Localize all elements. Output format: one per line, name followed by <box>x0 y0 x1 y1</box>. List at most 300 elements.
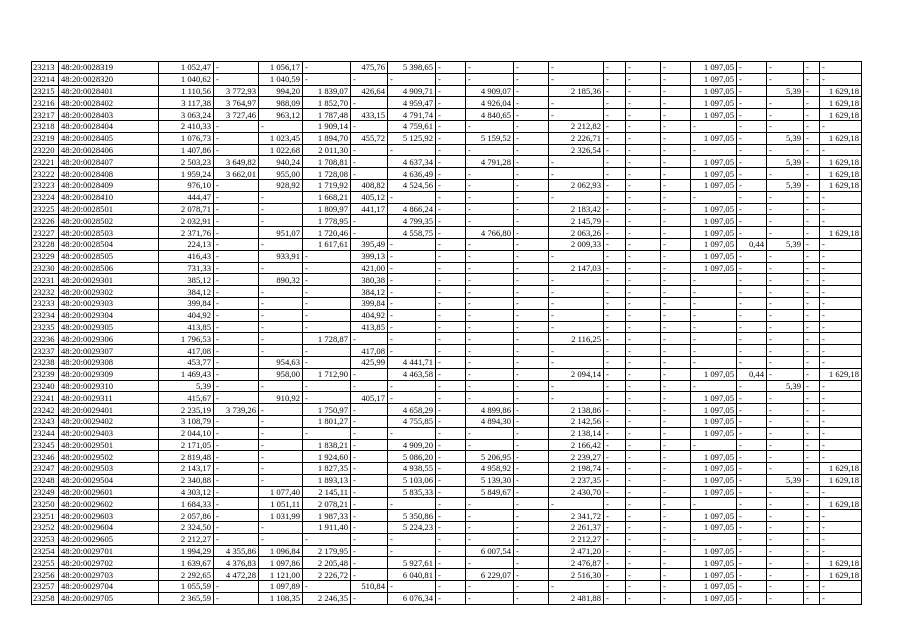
row-number-cell: 23229 <box>32 250 59 262</box>
value-cell: - <box>214 262 259 274</box>
value-cell: - <box>436 309 466 321</box>
value-cell: 426,64 <box>351 85 388 97</box>
cadastral-number-cell: 48:20:0029701 <box>59 545 159 557</box>
value-cell: 2 138,14 <box>549 427 604 439</box>
value-cell: - <box>259 522 303 534</box>
value-cell: 4 355,86 <box>214 545 259 557</box>
cadastral-number-cell: 48:20:0028405 <box>59 132 159 144</box>
value-cell: 3 117,38 <box>159 97 214 109</box>
value-cell: - <box>436 297 466 309</box>
table-row <box>32 262 862 274</box>
value-cell: - <box>214 132 259 144</box>
value-cell: 1 097,05 <box>691 238 737 250</box>
value-cell: - <box>351 144 388 156</box>
value-cell: 4 636,49 <box>388 168 436 180</box>
value-cell: - <box>604 191 626 203</box>
table-row <box>32 109 862 121</box>
value-cell: - <box>767 427 804 439</box>
value-cell: - <box>661 510 691 522</box>
value-cell: 2 246,35 <box>303 592 351 604</box>
value-cell: - <box>737 144 767 156</box>
value-cell: - <box>514 356 549 368</box>
value-cell: - <box>626 592 661 604</box>
value-cell: - <box>737 73 767 85</box>
value-cell: - <box>661 569 691 581</box>
value-cell: - <box>737 345 767 357</box>
value-cell: 1 097,05 <box>691 581 737 593</box>
value-cell: - <box>737 262 767 274</box>
value-cell: 1 911,40 <box>303 522 351 534</box>
value-cell: 2 237,35 <box>549 474 604 486</box>
value-cell: 1 097,05 <box>691 392 737 404</box>
value-cell: - <box>626 238 661 250</box>
value-cell: 5 206,95 <box>466 451 514 463</box>
value-cell: - <box>804 498 820 510</box>
table-row <box>32 85 862 97</box>
value-cell: - <box>626 168 661 180</box>
table-row <box>32 510 862 522</box>
cadastral-number-cell: 48:20:0029603 <box>59 510 159 522</box>
value-cell: - <box>259 262 303 274</box>
value-cell: 408,82 <box>351 179 388 191</box>
value-cell: 405,12 <box>351 191 388 203</box>
value-cell: - <box>820 592 862 604</box>
value-cell: - <box>466 215 514 227</box>
value-cell: 405,17 <box>351 392 388 404</box>
value-cell: 417,08 <box>351 345 388 357</box>
value-cell: - <box>436 85 466 97</box>
value-cell: - <box>661 62 691 74</box>
row-number-cell: 23233 <box>32 297 59 309</box>
value-cell: - <box>604 120 626 132</box>
value-cell: - <box>661 345 691 357</box>
value-cell: 1 097,89 <box>259 581 303 593</box>
value-cell: 5 849,67 <box>466 486 514 498</box>
value-cell: - <box>549 309 604 321</box>
value-cell: - <box>661 368 691 380</box>
value-cell: - <box>604 85 626 97</box>
table-row <box>32 73 862 85</box>
value-cell: 395,49 <box>351 238 388 250</box>
value-cell: 1 097,05 <box>691 97 737 109</box>
value-cell: - <box>388 250 436 262</box>
value-cell: - <box>604 179 626 191</box>
value-cell: 2 044,10 <box>159 427 214 439</box>
value-cell: - <box>737 415 767 427</box>
value-cell: - <box>804 392 820 404</box>
value-cell: - <box>661 120 691 132</box>
cadastral-number-cell: 48:20:0028320 <box>59 73 159 85</box>
value-cell: 1 051,11 <box>259 498 303 510</box>
value-cell: - <box>820 203 862 215</box>
value-cell: - <box>626 427 661 439</box>
value-cell: 433,15 <box>351 109 388 121</box>
value-cell: - <box>351 97 388 109</box>
value-cell: 1 629,18 <box>820 109 862 121</box>
value-cell: 4 755,85 <box>388 415 436 427</box>
value-cell: - <box>737 321 767 333</box>
value-cell: - <box>626 156 661 168</box>
value-cell: - <box>767 368 804 380</box>
value-cell: 1 839,07 <box>303 85 351 97</box>
value-cell: - <box>804 286 820 298</box>
value-cell: - <box>514 392 549 404</box>
value-cell: - <box>514 380 549 392</box>
value-cell: 6 007,54 <box>466 545 514 557</box>
table-row <box>32 356 862 368</box>
value-cell: 5 159,52 <box>466 132 514 144</box>
value-cell: - <box>549 168 604 180</box>
value-cell: - <box>436 380 466 392</box>
row-number-cell: 23222 <box>32 168 59 180</box>
value-cell: 1 894,70 <box>303 132 351 144</box>
value-cell: - <box>820 533 862 545</box>
value-cell: - <box>549 109 604 121</box>
value-cell: 2 143,17 <box>159 463 214 475</box>
value-cell: - <box>466 191 514 203</box>
value-cell: 4 472,28 <box>214 569 259 581</box>
value-cell: - <box>549 191 604 203</box>
value-cell: - <box>767 62 804 74</box>
value-cell: - <box>388 274 436 286</box>
value-cell: - <box>820 238 862 250</box>
value-cell: 3 063,24 <box>159 109 214 121</box>
value-cell: - <box>604 592 626 604</box>
value-cell: - <box>820 73 862 85</box>
value-cell: - <box>661 522 691 534</box>
table-row <box>32 297 862 309</box>
value-cell: - <box>604 451 626 463</box>
value-cell: - <box>737 392 767 404</box>
value-cell: 455,72 <box>351 132 388 144</box>
value-cell: 1 097,05 <box>691 451 737 463</box>
value-cell: - <box>661 545 691 557</box>
value-cell: - <box>626 356 661 368</box>
value-cell: 2 326,54 <box>549 144 604 156</box>
value-cell: - <box>737 109 767 121</box>
value-cell: - <box>259 380 303 392</box>
value-cell: - <box>804 451 820 463</box>
value-cell: - <box>767 533 804 545</box>
value-cell: - <box>661 380 691 392</box>
value-cell: - <box>626 510 661 522</box>
value-cell: - <box>604 404 626 416</box>
value-cell: - <box>604 415 626 427</box>
value-cell: 2 212,27 <box>159 533 214 545</box>
value-cell: - <box>436 179 466 191</box>
value-cell: - <box>804 109 820 121</box>
value-cell: - <box>351 569 388 581</box>
value-cell: - <box>661 356 691 368</box>
value-cell: 4 909,20 <box>388 439 436 451</box>
value-cell: 5 125,92 <box>388 132 436 144</box>
value-cell: - <box>549 286 604 298</box>
value-cell: - <box>604 333 626 345</box>
value-cell: 4 658,29 <box>388 404 436 416</box>
value-cell: 5,39 <box>767 238 804 250</box>
row-number-cell: 23258 <box>32 592 59 604</box>
cadastral-number-cell: 48:20:0029702 <box>59 557 159 569</box>
value-cell: - <box>351 439 388 451</box>
value-cell: - <box>767 569 804 581</box>
cadastral-number-cell: 48:20:0029402 <box>59 415 159 427</box>
table-row <box>32 238 862 250</box>
value-cell: 1 040,62 <box>159 73 214 85</box>
cadastral-number-cell: 48:20:0028505 <box>59 250 159 262</box>
value-cell: 2 239,27 <box>549 451 604 463</box>
cadastral-number-cell: 48:20:0029501 <box>59 439 159 451</box>
value-cell: - <box>351 333 388 345</box>
value-cell: - <box>767 227 804 239</box>
value-cell: - <box>691 356 737 368</box>
value-cell: - <box>691 533 737 545</box>
value-cell: 731,33 <box>159 262 214 274</box>
table-row <box>32 203 862 215</box>
value-cell: - <box>303 286 351 298</box>
cadastral-number-cell: 48:20:0028502 <box>59 215 159 227</box>
value-cell: - <box>661 392 691 404</box>
row-number-cell: 23253 <box>32 533 59 545</box>
value-cell: - <box>604 368 626 380</box>
value-cell: - <box>514 545 549 557</box>
value-cell: - <box>259 439 303 451</box>
row-number-cell: 23220 <box>32 144 59 156</box>
value-cell: 399,84 <box>351 297 388 309</box>
value-cell: - <box>626 474 661 486</box>
value-cell: - <box>737 380 767 392</box>
value-cell: 1 055,59 <box>159 581 214 593</box>
value-cell: - <box>466 297 514 309</box>
value-cell: 1 056,17 <box>259 62 303 74</box>
value-cell: - <box>436 557 466 569</box>
value-cell: - <box>466 345 514 357</box>
row-number-cell: 23214 <box>32 73 59 85</box>
value-cell: - <box>767 97 804 109</box>
value-cell: - <box>436 569 466 581</box>
value-cell: - <box>351 73 388 85</box>
value-cell: - <box>626 286 661 298</box>
value-cell: - <box>626 73 661 85</box>
value-cell: 1 639,67 <box>159 557 214 569</box>
value-cell: 1 720,46 <box>303 227 351 239</box>
value-cell: 4 926,04 <box>466 97 514 109</box>
value-cell: - <box>820 451 862 463</box>
value-cell: - <box>820 427 862 439</box>
value-cell: - <box>604 533 626 545</box>
value-cell: - <box>604 498 626 510</box>
value-cell: 955,00 <box>259 168 303 180</box>
value-cell: - <box>514 109 549 121</box>
value-cell: - <box>661 592 691 604</box>
value-cell: - <box>514 533 549 545</box>
value-cell: - <box>804 581 820 593</box>
value-cell: - <box>804 144 820 156</box>
row-number-cell: 23226 <box>32 215 59 227</box>
value-cell: 4 524,56 <box>388 179 436 191</box>
value-cell: - <box>767 415 804 427</box>
value-cell: 5 350,86 <box>388 510 436 522</box>
value-cell: - <box>388 144 436 156</box>
value-cell: - <box>351 380 388 392</box>
value-cell: - <box>604 345 626 357</box>
value-cell: - <box>737 592 767 604</box>
value-cell: 1 097,05 <box>691 250 737 262</box>
value-cell: 1 097,05 <box>691 203 737 215</box>
value-cell: - <box>351 557 388 569</box>
value-cell: 2 185,36 <box>549 85 604 97</box>
value-cell: - <box>604 132 626 144</box>
value-cell: - <box>259 427 303 439</box>
value-cell: - <box>737 498 767 510</box>
row-number-cell: 23217 <box>32 109 59 121</box>
value-cell: 4 759,61 <box>388 120 436 132</box>
value-cell: 3 662,01 <box>214 168 259 180</box>
row-number-cell: 23218 <box>32 120 59 132</box>
value-cell: - <box>214 392 259 404</box>
value-cell: 2 205,48 <box>303 557 351 569</box>
value-cell: - <box>737 274 767 286</box>
value-cell: - <box>388 321 436 333</box>
value-cell: - <box>604 510 626 522</box>
value-cell: - <box>804 522 820 534</box>
value-cell: - <box>767 557 804 569</box>
value-cell: 4 958,92 <box>466 463 514 475</box>
cadastral-number-cell: 48:20:0028406 <box>59 144 159 156</box>
value-cell: - <box>214 474 259 486</box>
value-cell: - <box>436 238 466 250</box>
table-row <box>32 144 862 156</box>
value-cell: - <box>549 73 604 85</box>
value-cell: 1 712,90 <box>303 368 351 380</box>
value-cell: - <box>604 427 626 439</box>
value-cell: - <box>466 427 514 439</box>
value-cell: 2 094,14 <box>549 368 604 380</box>
value-cell: - <box>466 321 514 333</box>
value-cell: - <box>259 333 303 345</box>
value-cell: - <box>691 120 737 132</box>
value-cell: - <box>436 144 466 156</box>
row-number-cell: 23235 <box>32 321 59 333</box>
value-cell: - <box>259 404 303 416</box>
value-cell: - <box>436 427 466 439</box>
value-cell: - <box>436 522 466 534</box>
table-row <box>32 581 862 593</box>
value-cell: - <box>661 227 691 239</box>
table-row <box>32 250 862 262</box>
value-cell: 2 481,88 <box>549 592 604 604</box>
row-number-cell: 23242 <box>32 404 59 416</box>
value-cell: - <box>466 250 514 262</box>
value-cell: 6 229,07 <box>466 569 514 581</box>
value-cell: - <box>626 227 661 239</box>
cadastral-number-cell: 48:20:0029704 <box>59 581 159 593</box>
value-cell: - <box>436 345 466 357</box>
value-cell: - <box>820 522 862 534</box>
value-cell: - <box>626 62 661 74</box>
value-cell: 1 728,08 <box>303 168 351 180</box>
value-cell: - <box>466 581 514 593</box>
value-cell: 1 629,18 <box>820 498 862 510</box>
value-cell: - <box>514 262 549 274</box>
value-cell: - <box>436 274 466 286</box>
row-number-cell: 23247 <box>32 463 59 475</box>
value-cell: - <box>514 522 549 534</box>
value-cell: - <box>604 62 626 74</box>
value-cell: 1 629,18 <box>820 97 862 109</box>
value-cell: - <box>436 368 466 380</box>
value-cell: - <box>804 203 820 215</box>
value-cell: - <box>691 144 737 156</box>
value-cell: - <box>259 238 303 250</box>
value-cell: 380,38 <box>351 274 388 286</box>
value-cell: - <box>737 227 767 239</box>
value-cell: 2 147,03 <box>549 262 604 274</box>
value-cell: 1 097,05 <box>691 545 737 557</box>
value-cell: - <box>436 191 466 203</box>
value-cell: 1 097,05 <box>691 557 737 569</box>
value-cell: 444,47 <box>159 191 214 203</box>
value-cell: - <box>436 404 466 416</box>
value-cell: - <box>514 486 549 498</box>
value-cell: - <box>661 486 691 498</box>
value-cell: 1 097,05 <box>691 463 737 475</box>
table-row <box>32 120 862 132</box>
value-cell: - <box>804 97 820 109</box>
value-cell: - <box>626 191 661 203</box>
value-cell: - <box>737 333 767 345</box>
value-cell: 2 819,48 <box>159 451 214 463</box>
value-cell: - <box>303 581 351 593</box>
value-cell: - <box>820 62 862 74</box>
value-cell: - <box>604 474 626 486</box>
value-cell: 2 145,79 <box>549 215 604 227</box>
value-cell: - <box>604 309 626 321</box>
value-cell: 1 096,84 <box>259 545 303 557</box>
value-cell: - <box>737 569 767 581</box>
table-row <box>32 486 862 498</box>
value-cell: - <box>351 404 388 416</box>
value-cell: - <box>820 415 862 427</box>
value-cell: - <box>626 380 661 392</box>
table-row <box>32 274 862 286</box>
value-cell: 1 629,18 <box>820 179 862 191</box>
value-cell: - <box>214 309 259 321</box>
value-cell: 2 142,56 <box>549 415 604 427</box>
value-cell: - <box>259 286 303 298</box>
value-cell: 2 078,71 <box>159 203 214 215</box>
value-cell: - <box>804 533 820 545</box>
cadastral-number-cell: 48:20:0029302 <box>59 286 159 298</box>
value-cell: - <box>661 451 691 463</box>
value-cell: 2 198,74 <box>549 463 604 475</box>
value-cell: - <box>661 498 691 510</box>
value-cell: 1 077,40 <box>259 486 303 498</box>
value-cell: 1 787,48 <box>303 109 351 121</box>
value-cell: 1 097,05 <box>691 168 737 180</box>
value-cell: - <box>436 439 466 451</box>
value-cell: 1 097,05 <box>691 262 737 274</box>
value-cell: - <box>436 333 466 345</box>
value-cell: - <box>804 345 820 357</box>
value-cell: 415,67 <box>159 392 214 404</box>
value-cell: - <box>767 451 804 463</box>
value-cell: - <box>549 321 604 333</box>
value-cell: - <box>661 215 691 227</box>
value-cell: - <box>466 510 514 522</box>
value-cell: 4 799,35 <box>388 215 436 227</box>
table-row <box>32 156 862 168</box>
value-cell: - <box>804 486 820 498</box>
